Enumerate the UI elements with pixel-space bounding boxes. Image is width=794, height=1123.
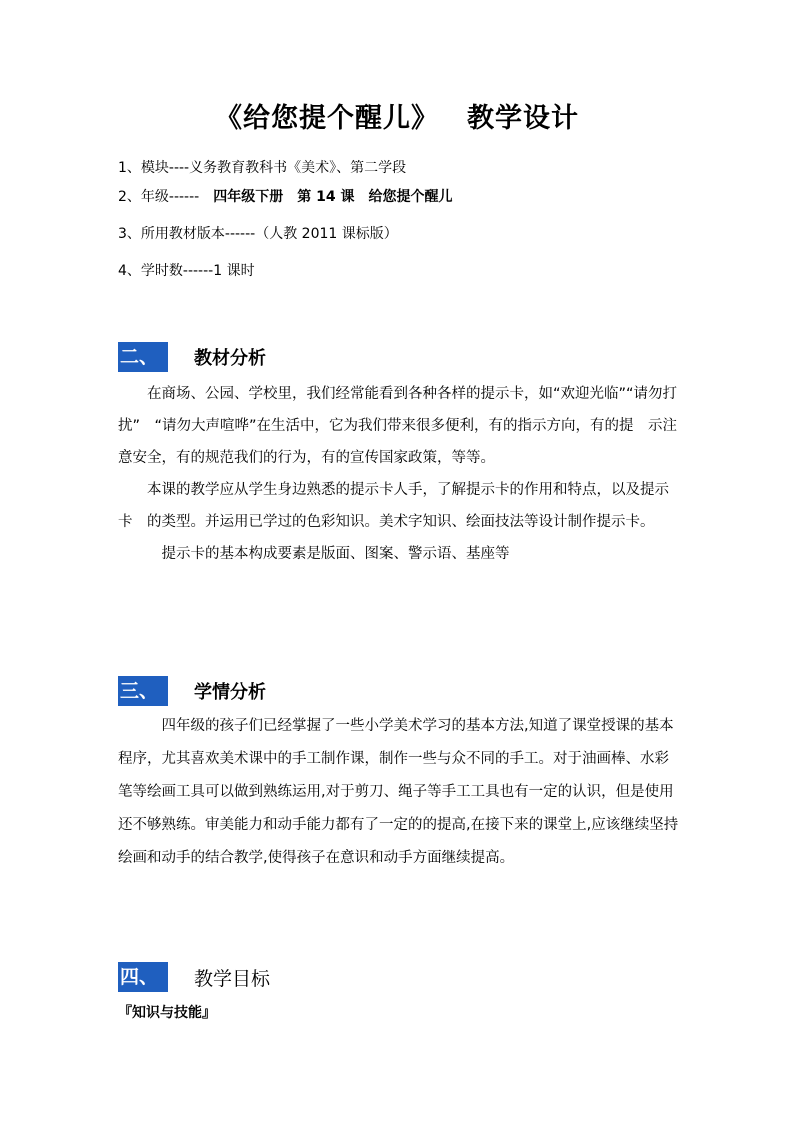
paragraph: 本课的教学应从学生身边熟悉的提示卡人手，了解提示卡的作用和特点，以及提示卡 的类型。并运用已学过的色彩知识。美术字知识、绘面技法等设计制作提示卡。 [118, 482, 669, 530]
title-book-name: 《给您提个醒儿》 [215, 103, 439, 134]
section-student-analysis-body [118, 710, 680, 875]
info-grade-prefix: 2、年级------ [118, 189, 200, 205]
section-teaching-goals-heading [118, 962, 270, 992]
section-title: 教学目标 [194, 967, 271, 990]
subheading-knowledge-skills: 『知识与技能』 [118, 1005, 216, 1021]
info-textbook-edition: 3、所用教材版本------（人教 2011 课标版） [118, 226, 398, 242]
section-student-analysis-heading [118, 676, 266, 706]
info-class-hours: 4、学时数------1 课时 [118, 263, 255, 279]
paragraph: 四年级的孩子们已经掌握了一些小学美术学习的基本方法,知道了课堂授课的基本程序，尤其喜欢美术课中的手工制作课，制作一些与众不同的手工。对于油画棒、水彩笔等绘画工具可以做到熟练运用,对于剪刀、绳子等手工工具也有一定的认识，但是使用还不够熟练。审美能力和动手能力都有了一定的的提高,在接下来的课堂上,应该继续坚持绘画和动手的结合教学,使得孩子在意识和动手方面继续提高。 [118, 718, 679, 866]
section-number: 三、 [118, 676, 168, 706]
section-title: 教材分析 [194, 348, 267, 369]
info-grade [118, 186, 452, 206]
info-module: 1、模块----义务教育教科书《美术》、第二学段 [118, 160, 407, 176]
section-number: 四、 [118, 962, 168, 992]
paragraph: 在商场、公园、学校里，我们经常能看到各种各样的提示卡，如“欢迎光临”“请勿打扰” “请勿大声喧哗”在生活中，它为我们带来很多便利，有的指示方向，有的提 示注意安全，有的规范我们的行为，有的宣传国家政策，等等。 [118, 386, 678, 466]
section-textbook-analysis-heading [118, 342, 266, 372]
paragraph: 提示卡的基本构成要素是版面、图案、警示语、基座等 [118, 546, 510, 562]
title-design-label: 教学设计 [467, 103, 579, 134]
info-grade-lesson: 四年级下册 第 14 课 给您提个醒儿 [213, 189, 453, 205]
section-title: 学情分析 [194, 682, 267, 703]
section-textbook-analysis-body [118, 378, 680, 570]
document-title [0, 96, 794, 135]
section-number: 二、 [118, 342, 168, 372]
